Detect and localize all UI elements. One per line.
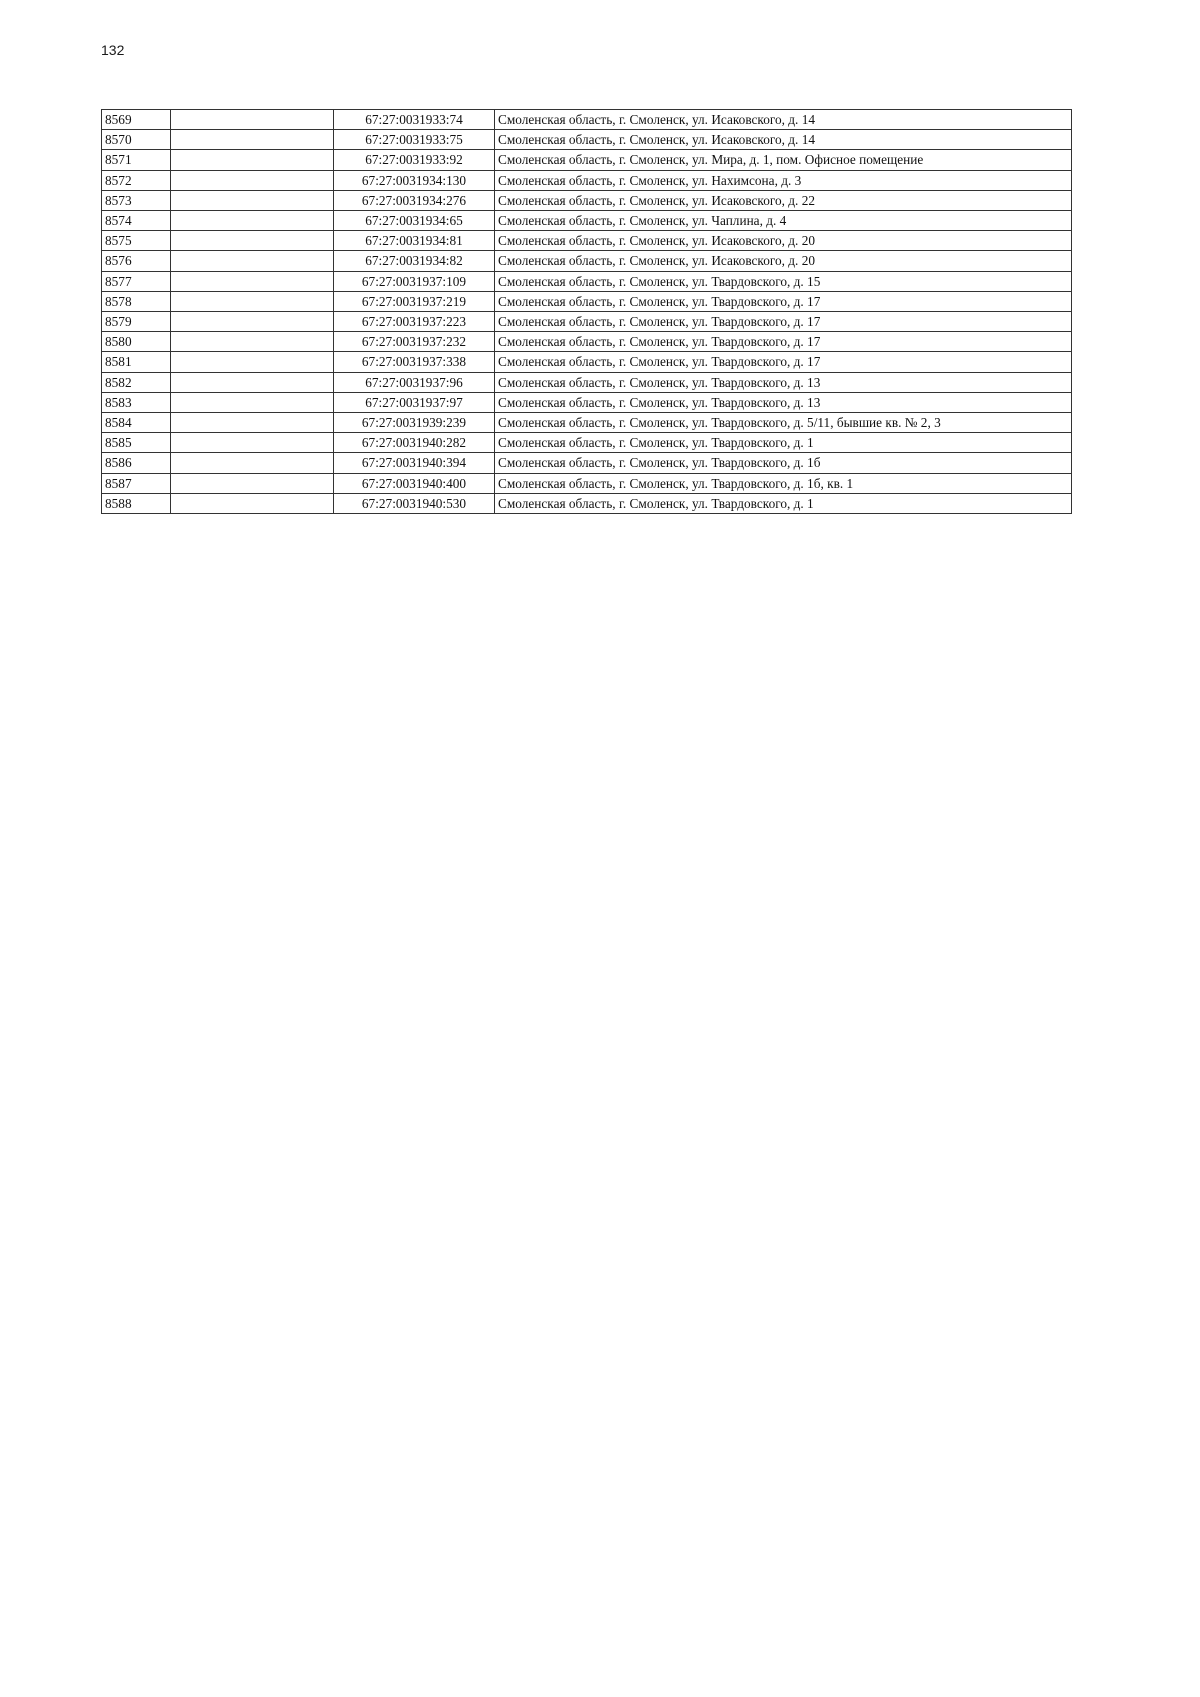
- table-row: [102, 211, 1072, 231]
- address-cell: Смоленская область, г. Смоленск, ул. Твардовского, д. 17: [495, 312, 1072, 332]
- table-row: [102, 271, 1072, 291]
- address-cell: Смоленская область, г. Смоленск, ул. Исаковского, д. 14: [495, 130, 1072, 150]
- row-number-cell: 8585: [102, 433, 171, 453]
- address-cell: Смоленская область, г. Смоленск, ул. Твардовского, д. 1: [495, 433, 1072, 453]
- address-cell: Смоленская область, г. Смоленск, ул. Мира, д. 1, пом. Офисное помещение: [495, 150, 1072, 170]
- cadastral-number-cell: 67:27:0031939:239: [334, 413, 495, 433]
- row-number-cell: 8573: [102, 190, 171, 210]
- row-number-cell: 8574: [102, 211, 171, 231]
- empty-cell: [171, 453, 334, 473]
- address-cell: Смоленская область, г. Смоленск, ул. Исаковского, д. 22: [495, 190, 1072, 210]
- cadastral-number-cell: 67:27:0031934:82: [334, 251, 495, 271]
- address-cell: Смоленская область, г. Смоленск, ул. Твардовского, д. 1б, кв. 1: [495, 473, 1072, 493]
- row-number-cell: 8586: [102, 453, 171, 473]
- address-cell: Смоленская область, г. Смоленск, ул. Чаплина, д. 4: [495, 211, 1072, 231]
- cadastral-number-cell: 67:27:0031937:223: [334, 312, 495, 332]
- cadastral-number-cell: 67:27:0031937:97: [334, 392, 495, 412]
- table-row: [102, 150, 1072, 170]
- cadastral-number-cell: 67:27:0031937:96: [334, 372, 495, 392]
- address-cell: Смоленская область, г. Смоленск, ул. Твардовского, д. 13: [495, 392, 1072, 412]
- cadastral-number-cell: 67:27:0031934:65: [334, 211, 495, 231]
- address-cell: Смоленская область, г. Смоленск, ул. Твардовского, д. 15: [495, 271, 1072, 291]
- cadastral-number-cell: 67:27:0031934:81: [334, 231, 495, 251]
- address-cell: Смоленская область, г. Смоленск, ул. Исаковского, д. 20: [495, 231, 1072, 251]
- cadastral-number-cell: 67:27:0031937:232: [334, 332, 495, 352]
- row-number-cell: 8572: [102, 170, 171, 190]
- table-row: [102, 473, 1072, 493]
- address-cell: Смоленская область, г. Смоленск, ул. Нахимсона, д. 3: [495, 170, 1072, 190]
- table-row: [102, 493, 1072, 513]
- table-row: [102, 110, 1072, 130]
- cadastral-number-cell: 67:27:0031933:92: [334, 150, 495, 170]
- table-row: [102, 372, 1072, 392]
- table-row: [102, 170, 1072, 190]
- empty-cell: [171, 493, 334, 513]
- address-cell: Смоленская область, г. Смоленск, ул. Твардовского, д. 1: [495, 493, 1072, 513]
- table-row: [102, 291, 1072, 311]
- property-registry-table: [101, 109, 1072, 514]
- cadastral-number-cell: 67:27:0031937:219: [334, 291, 495, 311]
- cadastral-number-cell: 67:27:0031940:282: [334, 433, 495, 453]
- row-number-cell: 8577: [102, 271, 171, 291]
- table-row: [102, 251, 1072, 271]
- table-row: [102, 453, 1072, 473]
- cadastral-number-cell: 67:27:0031940:394: [334, 453, 495, 473]
- empty-cell: [171, 352, 334, 372]
- empty-cell: [171, 392, 334, 412]
- page-number: 132: [101, 42, 125, 58]
- table-row: [102, 231, 1072, 251]
- empty-cell: [171, 312, 334, 332]
- empty-cell: [171, 211, 334, 231]
- row-number-cell: 8579: [102, 312, 171, 332]
- row-number-cell: 8584: [102, 413, 171, 433]
- row-number-cell: 8588: [102, 493, 171, 513]
- cadastral-number-cell: 67:27:0031933:74: [334, 110, 495, 130]
- row-number-cell: 8576: [102, 251, 171, 271]
- address-cell: Смоленская область, г. Смоленск, ул. Исаковского, д. 20: [495, 251, 1072, 271]
- cadastral-number-cell: 67:27:0031934:130: [334, 170, 495, 190]
- address-cell: Смоленская область, г. Смоленск, ул. Твардовского, д. 1б: [495, 453, 1072, 473]
- empty-cell: [171, 372, 334, 392]
- table-row: [102, 312, 1072, 332]
- table-row: [102, 433, 1072, 453]
- row-number-cell: 8581: [102, 352, 171, 372]
- empty-cell: [171, 190, 334, 210]
- empty-cell: [171, 170, 334, 190]
- empty-cell: [171, 473, 334, 493]
- empty-cell: [171, 231, 334, 251]
- table-row: [102, 190, 1072, 210]
- row-number-cell: 8570: [102, 130, 171, 150]
- table-row: [102, 392, 1072, 412]
- empty-cell: [171, 150, 334, 170]
- row-number-cell: 8571: [102, 150, 171, 170]
- address-cell: Смоленская область, г. Смоленск, ул. Твардовского, д. 13: [495, 372, 1072, 392]
- empty-cell: [171, 251, 334, 271]
- empty-cell: [171, 271, 334, 291]
- cadastral-number-cell: 67:27:0031937:109: [334, 271, 495, 291]
- empty-cell: [171, 413, 334, 433]
- cadastral-number-cell: 67:27:0031940:530: [334, 493, 495, 513]
- row-number-cell: 8582: [102, 372, 171, 392]
- row-number-cell: 8587: [102, 473, 171, 493]
- address-cell: Смоленская область, г. Смоленск, ул. Исаковского, д. 14: [495, 110, 1072, 130]
- address-cell: Смоленская область, г. Смоленск, ул. Твардовского, д. 5/11, бывшие кв. № 2, 3: [495, 413, 1072, 433]
- address-cell: Смоленская область, г. Смоленск, ул. Твардовского, д. 17: [495, 352, 1072, 372]
- cadastral-number-cell: 67:27:0031940:400: [334, 473, 495, 493]
- empty-cell: [171, 433, 334, 453]
- cadastral-number-cell: 67:27:0031933:75: [334, 130, 495, 150]
- row-number-cell: 8575: [102, 231, 171, 251]
- table-row: [102, 332, 1072, 352]
- empty-cell: [171, 130, 334, 150]
- row-number-cell: 8583: [102, 392, 171, 412]
- address-cell: Смоленская область, г. Смоленск, ул. Твардовского, д. 17: [495, 332, 1072, 352]
- row-number-cell: 8580: [102, 332, 171, 352]
- empty-cell: [171, 291, 334, 311]
- cadastral-number-cell: 67:27:0031934:276: [334, 190, 495, 210]
- table-row: [102, 130, 1072, 150]
- registry-table-body: [102, 110, 1072, 514]
- empty-cell: [171, 332, 334, 352]
- table-row: [102, 413, 1072, 433]
- address-cell: Смоленская область, г. Смоленск, ул. Твардовского, д. 17: [495, 291, 1072, 311]
- table-row: [102, 352, 1072, 372]
- row-number-cell: 8569: [102, 110, 171, 130]
- cadastral-number-cell: 67:27:0031937:338: [334, 352, 495, 372]
- row-number-cell: 8578: [102, 291, 171, 311]
- empty-cell: [171, 110, 334, 130]
